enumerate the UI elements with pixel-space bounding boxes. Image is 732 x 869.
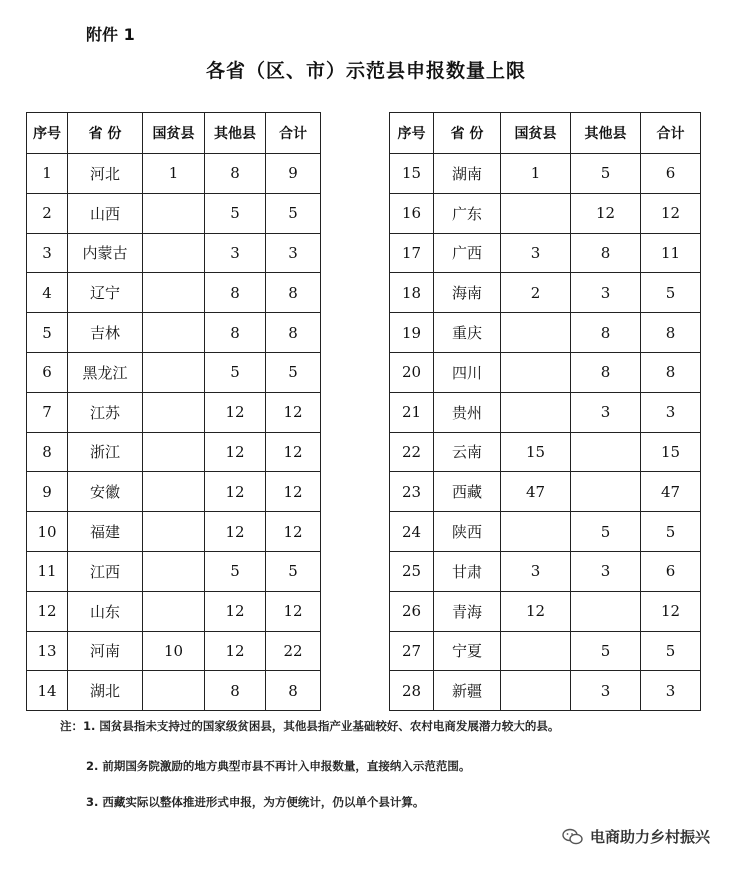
cell-total: 6 [641,551,701,591]
note-1: 注：1. 国贫县指未支持过的国家级贫困县，其他县指产业基础较好、农村电商发展潜力较大的县。 [60,719,560,733]
cell-poor-county: 47 [501,472,571,512]
table-row [27,233,321,273]
cell-total: 22 [266,631,321,671]
table-row [390,671,701,711]
table-row [390,273,701,313]
table-row [27,551,321,591]
cell-poor-county [501,671,571,711]
table-row [27,392,321,432]
cell-total: 12 [641,591,701,631]
cell-poor-county [143,432,205,472]
table-row [27,591,321,631]
cell-no: 24 [390,512,434,552]
cell-other-county: 12 [571,193,641,233]
cell-poor-county [143,392,205,432]
cell-no: 27 [390,631,434,671]
cell-total: 3 [266,233,321,273]
cell-no: 6 [27,352,68,392]
cell-province: 海南 [434,273,501,313]
note-2: 2. 前期国务院激励的地方典型市县不再计入申报数量，直接纳入示范范围。 [86,759,471,773]
watermark-text: 电商助力乡村振兴 [589,828,710,846]
cell-province: 广西 [434,233,501,273]
cell-no: 21 [390,392,434,432]
cell-poor-county [143,313,205,353]
cell-poor-county: 1 [143,154,205,194]
cell-province: 贵州 [434,392,501,432]
cell-total: 8 [266,273,321,313]
cell-poor-county [501,392,571,432]
cell-other-county: 3 [571,392,641,432]
cell-other-county: 8 [205,313,266,353]
cell-province: 西藏 [434,472,501,512]
cell-no: 28 [390,671,434,711]
cell-province: 宁夏 [434,631,501,671]
header-poor-county: 国贫县 [501,113,571,154]
cell-province: 重庆 [434,313,501,353]
cell-province: 福建 [68,512,143,552]
cell-total: 3 [641,671,701,711]
cell-total: 15 [641,432,701,472]
cell-other-county: 5 [205,193,266,233]
cell-total: 5 [641,273,701,313]
cell-poor-county [143,512,205,552]
table-row [27,193,321,233]
table-row [390,432,701,472]
cell-poor-county [143,591,205,631]
cell-no: 14 [27,671,68,711]
cell-no: 12 [27,591,68,631]
cell-other-county: 12 [205,591,266,631]
cell-no: 9 [27,472,68,512]
cell-poor-county: 10 [143,631,205,671]
cell-other-county: 8 [205,671,266,711]
cell-province: 内蒙古 [68,233,143,273]
quota-table-left [26,112,321,711]
quota-table-right [389,112,701,711]
page-title: 各省（区、市）示范县申报数量上限 [205,60,526,82]
header-no: 序号 [390,113,434,154]
cell-province: 山西 [68,193,143,233]
cell-province: 河北 [68,154,143,194]
cell-other-county: 3 [205,233,266,273]
cell-no: 8 [27,432,68,472]
cell-total: 47 [641,472,701,512]
cell-poor-county [501,193,571,233]
cell-no: 22 [390,432,434,472]
cell-poor-county [143,352,205,392]
cell-province: 湖北 [68,671,143,711]
cell-other-county: 12 [205,512,266,552]
cell-other-county: 3 [571,273,641,313]
table-row [390,193,701,233]
table-row [27,352,321,392]
cell-poor-county [143,273,205,313]
cell-total: 8 [641,352,701,392]
cell-total: 8 [266,313,321,353]
cell-other-county: 5 [205,551,266,591]
cell-poor-county: 3 [501,551,571,591]
cell-no: 26 [390,591,434,631]
cell-no: 18 [390,273,434,313]
table-row [390,631,701,671]
cell-province: 山东 [68,591,143,631]
cell-other-county [571,591,641,631]
cell-province: 河南 [68,631,143,671]
cell-total: 5 [641,512,701,552]
cell-total: 5 [641,631,701,671]
table-row [390,154,701,194]
cell-poor-county [143,193,205,233]
cell-province: 浙江 [68,432,143,472]
cell-no: 10 [27,512,68,552]
header-other-county: 其他县 [571,113,641,154]
cell-total: 3 [641,392,701,432]
cell-total: 6 [641,154,701,194]
cell-total: 9 [266,154,321,194]
cell-no: 16 [390,193,434,233]
cell-other-county: 3 [571,551,641,591]
cell-province: 辽宁 [68,273,143,313]
cell-total: 5 [266,193,321,233]
cell-poor-county [501,352,571,392]
table-row [27,432,321,472]
cell-province: 湖南 [434,154,501,194]
cell-total: 5 [266,352,321,392]
cell-other-county: 5 [571,631,641,671]
header-poor-county: 国贫县 [143,113,205,154]
cell-province: 江西 [68,551,143,591]
cell-poor-county [143,671,205,711]
cell-total: 12 [266,432,321,472]
table-row [27,273,321,313]
cell-poor-county [501,631,571,671]
cell-total: 12 [266,392,321,432]
cell-no: 19 [390,313,434,353]
cell-total: 5 [266,551,321,591]
cell-other-county: 5 [571,154,641,194]
table-row [27,472,321,512]
cell-poor-county: 15 [501,432,571,472]
table-row [390,392,701,432]
cell-no: 4 [27,273,68,313]
cell-poor-county [143,551,205,591]
table-header-row [390,113,701,154]
table-row [390,233,701,273]
watermark [562,826,710,847]
cell-other-county: 12 [205,432,266,472]
cell-poor-county: 3 [501,233,571,273]
cell-no: 23 [390,472,434,512]
table-row [390,352,701,392]
cell-no: 2 [27,193,68,233]
table-row [27,313,321,353]
cell-other-county: 8 [571,352,641,392]
cell-no: 20 [390,352,434,392]
cell-no: 15 [390,154,434,194]
cell-poor-county: 2 [501,273,571,313]
cell-other-county: 12 [205,631,266,671]
cell-other-county: 3 [571,671,641,711]
cell-other-county: 8 [571,233,641,273]
cell-other-county: 12 [205,472,266,512]
cell-poor-county [501,313,571,353]
cell-province: 广东 [434,193,501,233]
cell-poor-county [143,472,205,512]
cell-province: 陕西 [434,512,501,552]
cell-other-county: 8 [571,313,641,353]
cell-other-county: 8 [205,154,266,194]
cell-poor-county: 1 [501,154,571,194]
cell-no: 11 [27,551,68,591]
header-no: 序号 [27,113,68,154]
wechat-logo-icon [562,828,584,846]
cell-no: 3 [27,233,68,273]
cell-total: 8 [641,313,701,353]
table-row [390,472,701,512]
table-row [27,512,321,552]
table-row [27,154,321,194]
cell-other-county: 5 [571,512,641,552]
cell-other-county [571,432,641,472]
table-row [390,512,701,552]
table-row [390,591,701,631]
cell-poor-county [501,512,571,552]
cell-total: 12 [641,193,701,233]
cell-other-county [571,472,641,512]
cell-total: 12 [266,512,321,552]
cell-total: 8 [266,671,321,711]
cell-no: 7 [27,392,68,432]
cell-province: 四川 [434,352,501,392]
cell-no: 17 [390,233,434,273]
cell-no: 25 [390,551,434,591]
note-3: 3. 西藏实际以整体推进形式申报，为方便统计，仍以单个县计算。 [86,795,425,809]
cell-total: 12 [266,472,321,512]
cell-total: 11 [641,233,701,273]
header-other-county: 其他县 [205,113,266,154]
header-total: 合计 [266,113,321,154]
table-row [27,671,321,711]
table-row [27,631,321,671]
table-row [390,313,701,353]
header-province: 省 份 [434,113,501,154]
cell-no: 13 [27,631,68,671]
cell-province: 新疆 [434,671,501,711]
cell-province: 甘肃 [434,551,501,591]
table-row [390,551,701,591]
cell-province: 吉林 [68,313,143,353]
cell-other-county: 12 [205,392,266,432]
cell-province: 江苏 [68,392,143,432]
cell-poor-county [143,233,205,273]
cell-other-county: 8 [205,273,266,313]
cell-province: 安徽 [68,472,143,512]
cell-province: 青海 [434,591,501,631]
cell-province: 黑龙江 [68,352,143,392]
table-header-row [27,113,321,154]
cell-poor-county: 12 [501,591,571,631]
header-total: 合计 [641,113,701,154]
cell-province: 云南 [434,432,501,472]
cell-no: 1 [27,154,68,194]
attachment-label: 附件 1 [86,25,135,44]
cell-other-county: 5 [205,352,266,392]
cell-total: 12 [266,591,321,631]
cell-no: 5 [27,313,68,353]
header-province: 省 份 [68,113,143,154]
